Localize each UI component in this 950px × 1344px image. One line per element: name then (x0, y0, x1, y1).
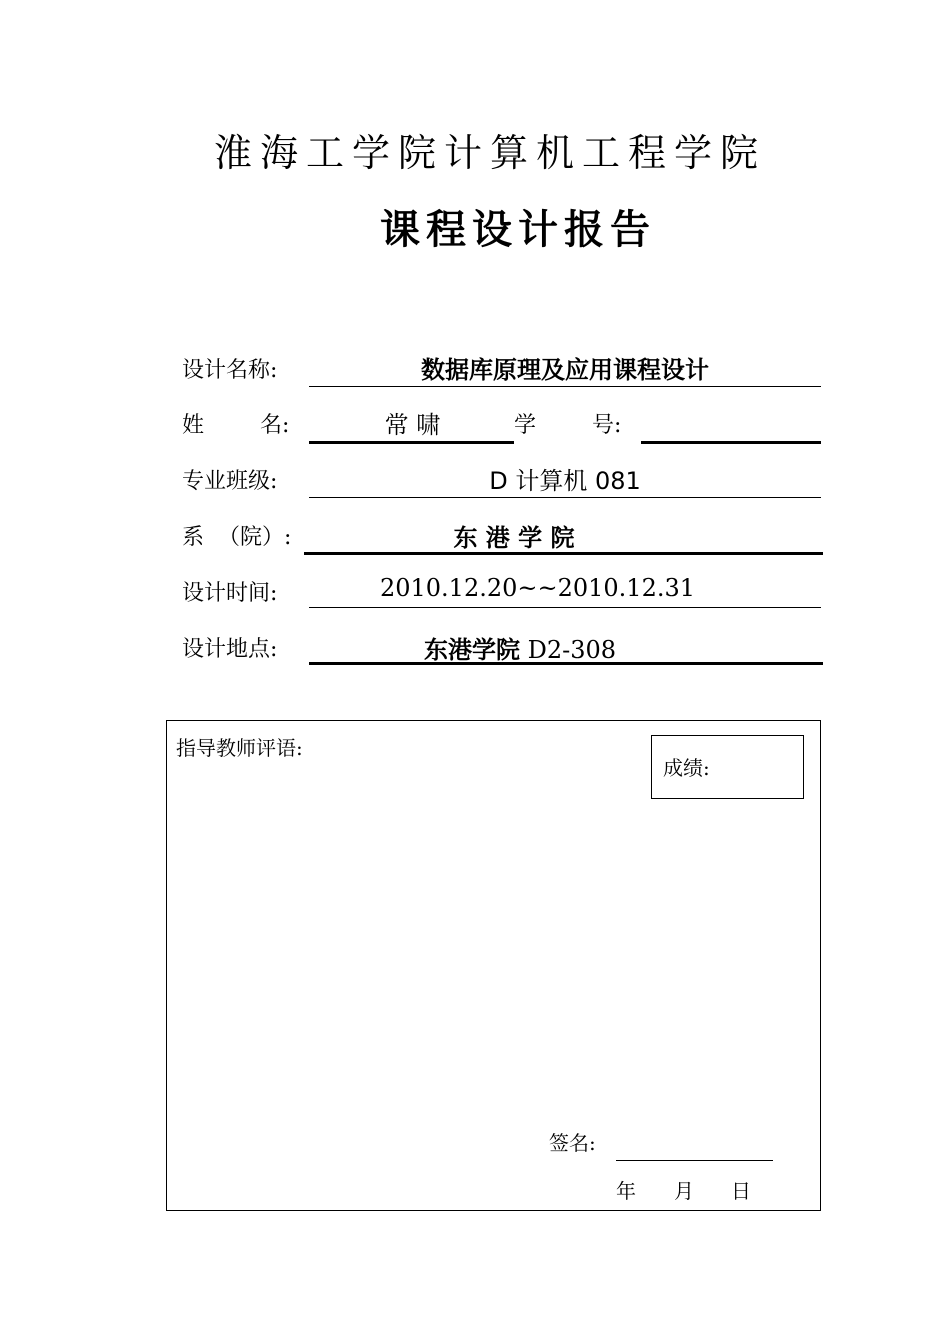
date-year-label: 年 (616, 1179, 636, 1203)
design-name-underline (309, 386, 821, 387)
institution-title: 淮海工学院计算机工程学院 (213, 131, 766, 175)
design-name-label: 设计名称: (182, 358, 278, 383)
signature-line (616, 1160, 773, 1161)
name-underline (309, 441, 514, 444)
class-value: D 计算机 081 (489, 467, 641, 495)
date-month-label: 月 (674, 1179, 694, 1203)
date-day-label: 日 (731, 1179, 751, 1203)
design-time-value: 2010.12.20~~2010.12.31 (379, 574, 696, 602)
student-id-label: 学 号: (514, 413, 622, 438)
design-place-room: D2-308 (519, 636, 617, 664)
design-place-underline (309, 662, 823, 665)
design-time-label: 设计时间: (182, 581, 278, 606)
design-place-name: 东港学院 (423, 636, 520, 664)
signature-label: 签名: (549, 1131, 596, 1155)
report-title: 课程设计报告 (380, 207, 656, 253)
advisor-comment-label: 指导教师评语: (176, 736, 303, 760)
design-place-label: 设计地点: (182, 637, 278, 662)
department-label: 系 （院）: (182, 525, 292, 550)
student-id-underline (641, 441, 821, 444)
department-value: 东 港 学 院 (453, 524, 575, 552)
class-label: 专业班级: (182, 469, 278, 494)
design-name-value: 数据库原理及应用课程设计 (421, 356, 709, 384)
design-place-value (310, 630, 730, 665)
design-time-underline (309, 607, 821, 608)
department-underline (304, 552, 823, 555)
grade-label: 成绩: (663, 756, 710, 780)
class-underline (309, 497, 821, 498)
name-value: 常 啸 (384, 411, 441, 439)
name-label: 姓 名: (182, 413, 290, 438)
